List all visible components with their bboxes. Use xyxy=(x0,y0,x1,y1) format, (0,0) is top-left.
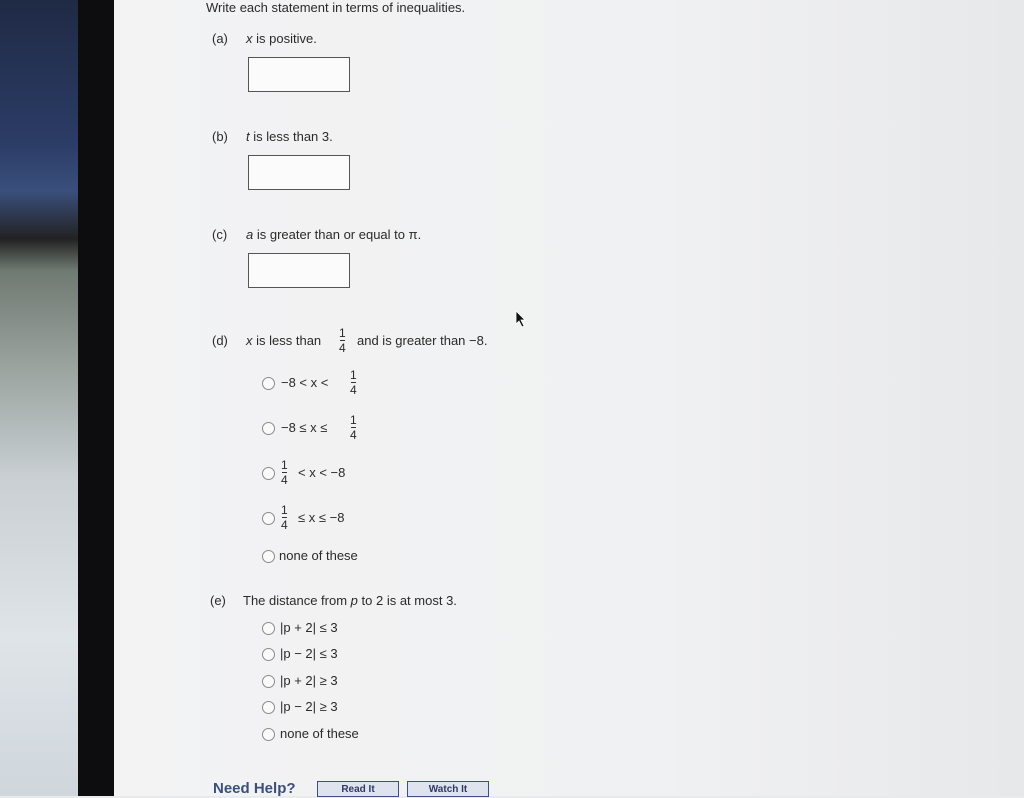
radio-button[interactable] xyxy=(262,648,275,661)
option-d-2-fraction xyxy=(350,413,357,442)
part-e-label: (e) xyxy=(210,593,226,608)
radio-button[interactable] xyxy=(262,467,275,480)
part-c-label: (c) xyxy=(212,227,228,242)
part-a-label: (a) xyxy=(212,31,228,46)
answer-box-b[interactable] xyxy=(248,155,350,190)
radio-button[interactable] xyxy=(262,377,275,390)
option-d-1-num: 1 xyxy=(350,368,357,382)
part-d-frac-den: 4 xyxy=(339,341,346,355)
option-d-4-post: ≤ x ≤ −8 xyxy=(298,510,345,525)
option-e-3-text: |p + 2| ≥ 3 xyxy=(280,673,338,688)
background-desk xyxy=(0,0,78,796)
instructions: Write each statement in terms of inequalities. xyxy=(206,0,466,15)
part-a-var: x xyxy=(246,31,253,46)
part-d-var: x xyxy=(246,333,253,348)
part-a-statement xyxy=(246,31,317,46)
option-e-1-text: |p + 2| ≤ 3 xyxy=(280,620,338,635)
part-d-label: (d) xyxy=(212,333,228,348)
option-d-2-pre: −8 ≤ x ≤ xyxy=(281,420,328,435)
option-e-2-text: |p − 2| ≤ 3 xyxy=(280,646,338,661)
answer-box-a[interactable] xyxy=(248,57,350,92)
radio-button[interactable] xyxy=(262,512,275,525)
part-a-text: is positive. xyxy=(256,31,317,46)
option-d-3-post: < x < −8 xyxy=(298,465,346,480)
option-d-1-fraction xyxy=(350,368,357,397)
option-e-5-text: none of these xyxy=(280,726,359,741)
read-it-button[interactable]: Read It xyxy=(317,781,399,797)
part-d-statement-pre xyxy=(246,333,321,348)
radio-button[interactable] xyxy=(262,701,275,714)
part-d-fraction xyxy=(339,326,346,355)
radio-button[interactable] xyxy=(262,622,275,635)
option-e-4-text: |p − 2| ≥ 3 xyxy=(280,699,338,714)
part-e-text-pre: The distance from xyxy=(243,593,348,608)
option-d-1-pre: −8 < x < xyxy=(281,375,329,390)
option-d-4-fraction xyxy=(281,503,288,532)
option-d-3-fraction xyxy=(281,458,288,487)
part-b-label: (b) xyxy=(212,129,228,144)
part-c-text: is greater than or equal to π. xyxy=(256,227,422,242)
answer-box-c[interactable] xyxy=(248,253,350,288)
part-b-text: is less than 3. xyxy=(253,129,333,144)
part-d-text-post: and is greater than −8. xyxy=(357,333,488,348)
part-e-text-post: to 2 is at most 3. xyxy=(361,593,457,608)
part-e-var: p xyxy=(350,593,358,608)
part-c-var: a xyxy=(246,227,254,242)
radio-button[interactable] xyxy=(262,550,275,563)
mouse-cursor-icon xyxy=(515,310,527,328)
option-d-4-num: 1 xyxy=(281,503,288,517)
radio-button[interactable] xyxy=(262,422,275,435)
option-d-1-den: 4 xyxy=(350,383,357,397)
radio-button[interactable] xyxy=(262,675,275,688)
part-b-statement xyxy=(246,129,333,144)
option-d-3-den: 4 xyxy=(281,473,288,487)
option-d-3-num: 1 xyxy=(281,458,288,472)
part-c-statement xyxy=(246,227,421,242)
question-panel xyxy=(114,0,1024,796)
part-d-text-pre: is less than xyxy=(256,333,322,348)
part-b-var: t xyxy=(246,129,250,144)
watch-it-button[interactable]: Watch It xyxy=(407,781,489,797)
option-d-5-text: none of these xyxy=(279,548,358,563)
monitor-bezel xyxy=(78,0,114,796)
part-e-statement xyxy=(243,593,457,608)
part-d-frac-num: 1 xyxy=(339,326,346,340)
option-d-2-den: 4 xyxy=(350,428,357,442)
option-d-2-num: 1 xyxy=(350,413,357,427)
radio-button[interactable] xyxy=(262,728,275,741)
option-d-4-den: 4 xyxy=(281,518,288,532)
need-help-label: Need Help? xyxy=(213,780,296,797)
